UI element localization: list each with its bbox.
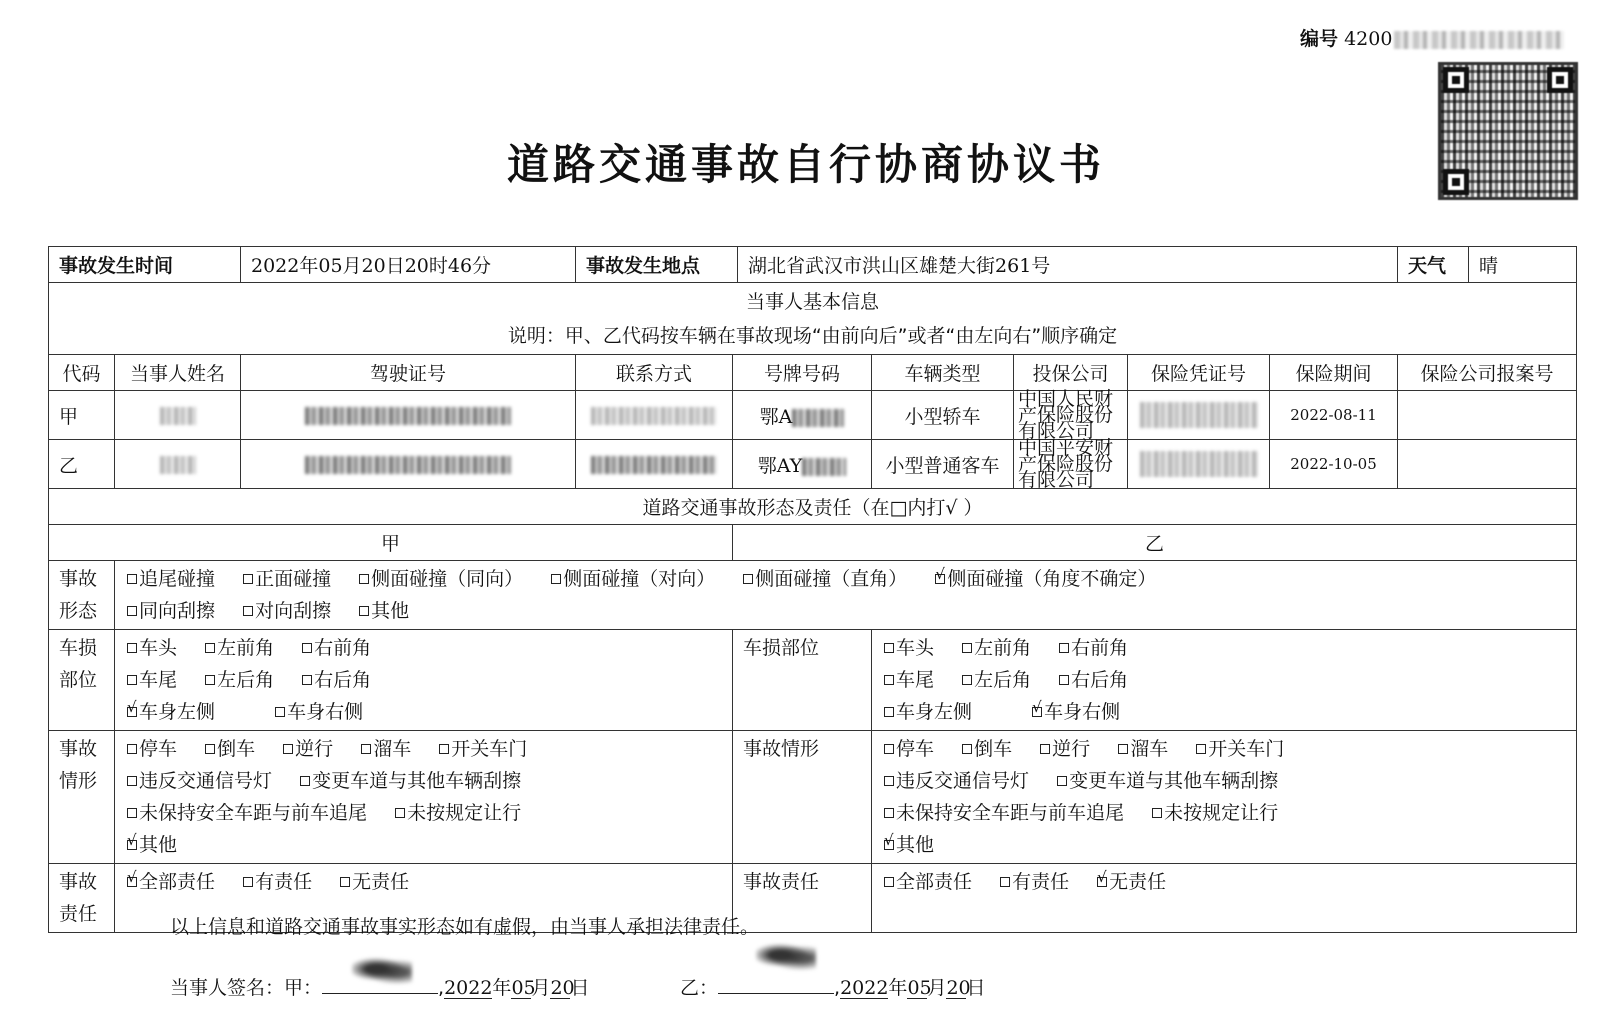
checkbox-icon	[884, 808, 894, 818]
accident-meta-row	[49, 247, 1577, 283]
time-value: 2022年05月20日20时46分	[241, 247, 576, 283]
serial-value: 4200	[1344, 28, 1393, 50]
signature-line-a[interactable]	[322, 972, 438, 994]
checkbox-icon	[127, 643, 137, 653]
option-rolling[interactable]: 溜车	[1118, 733, 1168, 765]
checked-checkbox-icon	[127, 877, 137, 887]
checked-checkbox-icon	[127, 707, 137, 717]
option-other[interactable]: 其他	[359, 595, 409, 627]
legal-statement: 以上信息和道路交通事故事实形态如有虚假，由当事人承担法律责任。	[170, 916, 760, 938]
party-row-b	[49, 440, 1577, 489]
option-door[interactable]: 开关车门	[1196, 733, 1284, 765]
option-rear-end[interactable]: 追尾碰撞	[127, 563, 215, 595]
agreement-table	[48, 246, 1577, 933]
checkbox-icon	[1118, 744, 1128, 754]
col-insurer: 投保公司	[1014, 355, 1128, 391]
checkbox-icon	[275, 707, 285, 717]
checkbox-icon	[884, 744, 894, 754]
checkbox-icon	[302, 675, 312, 685]
policy-redacted	[1140, 451, 1258, 477]
vehicle-type: 小型轿车	[872, 391, 1014, 440]
month-b: 05	[907, 977, 932, 999]
weather-value: 晴	[1469, 247, 1577, 283]
insurance-period: 2022-10-05	[1270, 440, 1398, 489]
option-following-distance[interactable]: 未保持安全车距与前车追尾	[127, 797, 367, 829]
option-rolling[interactable]: 溜车	[361, 733, 411, 765]
party-b-sign-label: 乙：	[680, 977, 719, 999]
damage-options-a	[115, 630, 733, 731]
situation-label-b: 事故情形	[733, 731, 872, 864]
checkbox-icon	[439, 744, 449, 754]
liability-heading-row	[49, 489, 1577, 525]
option-rear-left[interactable]: 左后角	[962, 664, 1031, 696]
option-lane-change[interactable]: 变更车道与其他车辆刮擦	[1057, 765, 1278, 797]
situation-options-a	[115, 731, 733, 864]
claim-no	[1398, 440, 1577, 489]
serial-number	[1300, 24, 1564, 51]
option-parking[interactable]: 停车	[884, 733, 934, 765]
option-side-right-angle[interactable]: 侧面碰撞（直角）	[743, 563, 907, 595]
col-contact: 联系方式	[576, 355, 733, 391]
checkbox-icon	[1059, 675, 1069, 685]
option-signal-violation[interactable]: 违反交通信号灯	[884, 765, 1029, 797]
checkbox-icon	[884, 707, 894, 717]
weather-label: 天气	[1398, 247, 1469, 283]
option-front-right[interactable]: 右前角	[302, 632, 371, 664]
signature-b: 乙： ,2022年05月20日	[680, 972, 985, 1000]
checkbox-icon	[205, 643, 215, 653]
accident-form-row	[49, 561, 1577, 630]
option-front-left[interactable]: 左前角	[205, 632, 274, 664]
form-label: 事故形态	[49, 561, 115, 630]
damage-row	[49, 630, 1577, 731]
option-rear-left[interactable]: 左后角	[205, 664, 274, 696]
checkbox-icon	[359, 574, 369, 584]
checkbox-icon	[127, 744, 137, 754]
form-options	[115, 561, 1577, 630]
col-code: 代码	[49, 355, 115, 391]
checkbox-icon	[884, 776, 894, 786]
option-right-side[interactable]: 车身右侧	[275, 696, 363, 728]
policy-redacted	[1140, 402, 1258, 428]
option-rear[interactable]: 车尾	[884, 664, 934, 696]
damage-label-a: 车损部位	[49, 630, 115, 731]
checkbox-icon	[1152, 808, 1162, 818]
checked-checkbox-icon	[935, 574, 945, 584]
month-a: 05	[511, 977, 536, 999]
party-split-row	[49, 525, 1577, 561]
party-code: 甲	[49, 391, 115, 440]
place-label: 事故发生地点	[576, 247, 738, 283]
option-side-uncertain[interactable]: √ 侧面碰撞（角度不确定）	[935, 563, 1156, 595]
signature-mark-b	[756, 940, 816, 970]
option-other[interactable]: √其他	[127, 829, 177, 861]
option-failure-to-yield[interactable]: 未按规定让行	[1152, 797, 1278, 829]
serial-redacted	[1394, 31, 1564, 49]
liability-heading: 道路交通事故形态及责任（在□内打√ ）	[49, 489, 1577, 525]
option-rear-right[interactable]: 右后角	[302, 664, 371, 696]
option-rear[interactable]: 车尾	[127, 664, 177, 696]
plate-value: 鄂A	[759, 405, 793, 428]
checkbox-icon	[1059, 643, 1069, 653]
option-reversing[interactable]: 倒车	[962, 733, 1012, 765]
checkbox-icon	[743, 574, 753, 584]
checkbox-icon	[1196, 744, 1206, 754]
checkbox-icon	[962, 675, 972, 685]
signature-mark-a	[352, 954, 412, 984]
checkbox-icon	[127, 606, 137, 616]
signature-line-b[interactable]	[718, 972, 834, 994]
party-code: 乙	[49, 440, 115, 489]
checkbox-icon	[962, 643, 972, 653]
option-scrape-same[interactable]: 同向刮擦	[127, 595, 215, 627]
license-redacted	[305, 407, 511, 425]
col-policy-no: 保险凭证号	[1128, 355, 1270, 391]
checkbox-icon	[884, 643, 894, 653]
checkbox-icon	[551, 574, 561, 584]
day-b: 20	[946, 977, 971, 999]
option-front-left[interactable]: 左前角	[962, 632, 1031, 664]
contact-redacted	[591, 407, 717, 425]
checked-checkbox-icon	[1032, 707, 1042, 717]
col-vehicle-type: 车辆类型	[872, 355, 1014, 391]
checkbox-icon	[283, 744, 293, 754]
option-front-right[interactable]: 右前角	[1059, 632, 1128, 664]
option-parking[interactable]: 停车	[127, 733, 177, 765]
option-partial-liability[interactable]: 有责任	[243, 866, 312, 898]
resp-label-b: 事故责任	[733, 864, 872, 933]
option-reversing[interactable]: 倒车	[205, 733, 255, 765]
option-side-opposite[interactable]: 侧面碰撞（对向）	[551, 563, 715, 595]
year-b: 2022	[840, 977, 889, 999]
option-partial-liability[interactable]: 有责任	[1000, 866, 1069, 898]
serial-label: 编号	[1300, 28, 1339, 50]
day-a: 20	[550, 977, 575, 999]
plate-redacted	[792, 409, 844, 427]
option-right-side[interactable]: √ 车身右侧	[1032, 696, 1120, 728]
plate-value: 鄂AY	[757, 454, 803, 477]
checkbox-icon	[127, 675, 137, 685]
col-name: 当事人姓名	[115, 355, 241, 391]
checkbox-icon	[243, 574, 253, 584]
checkbox-icon	[205, 675, 215, 685]
option-left-side[interactable]: √车身左侧	[127, 696, 215, 728]
situation-label-a: 事故情形	[49, 731, 115, 864]
time-label: 事故发生时间	[49, 247, 241, 283]
checkbox-icon	[127, 574, 137, 584]
name-redacted	[160, 407, 196, 425]
option-door[interactable]: 开关车门	[439, 733, 527, 765]
option-failure-to-yield[interactable]: 未按规定让行	[395, 797, 521, 829]
party-info-heading-row	[49, 283, 1577, 355]
insurance-period: 2022-08-11	[1270, 391, 1398, 440]
license-redacted	[305, 456, 511, 474]
party-info-note: 说明：甲、乙代码按车辆在事故现场“由前向后”或者“由左向右”顺序确定	[507, 324, 1118, 347]
damage-options-b	[872, 630, 1577, 731]
option-front[interactable]: 车头	[884, 632, 934, 664]
party-b-heading: 乙	[733, 525, 1577, 561]
checkbox-icon	[1040, 744, 1050, 754]
col-period: 保险期间	[1270, 355, 1398, 391]
option-wrong-way[interactable]: 逆行	[283, 733, 333, 765]
option-full-liability[interactable]: √全部责任	[127, 866, 215, 898]
col-plate: 号牌号码	[733, 355, 872, 391]
option-head-on[interactable]: 正面碰撞	[243, 563, 331, 595]
name-redacted	[160, 456, 196, 474]
checkbox-icon	[1057, 776, 1067, 786]
insurer: 中国平安财产保险股份有限公司	[1014, 440, 1128, 489]
year-a: 2022	[444, 977, 493, 999]
option-no-liability[interactable]: √ 无责任	[1097, 866, 1166, 898]
party-row-a	[49, 391, 1577, 440]
option-signal-violation[interactable]: 违反交通信号灯	[127, 765, 272, 797]
col-license: 驾驶证号	[241, 355, 576, 391]
signature-a: 当事人签名：甲： ,2022年05月20日	[170, 972, 589, 1000]
resp-options-b	[872, 864, 1577, 933]
option-lane-change[interactable]: 变更车道与其他车辆刮擦	[300, 765, 521, 797]
damage-label-b: 车损部位	[733, 630, 872, 731]
document-title: 道路交通事故自行协商协议书	[506, 140, 1105, 189]
option-left-side[interactable]: 车身左侧	[884, 696, 972, 728]
sign-label: 当事人签名：甲：	[170, 977, 323, 999]
option-wrong-way[interactable]: 逆行	[1040, 733, 1090, 765]
option-no-liability[interactable]: 无责任	[340, 866, 409, 898]
checkbox-icon	[127, 808, 137, 818]
checkbox-icon	[361, 744, 371, 754]
option-scrape-opposite[interactable]: 对向刮擦	[243, 595, 331, 627]
checked-checkbox-icon	[884, 840, 894, 850]
plate-redacted	[802, 458, 846, 476]
checkbox-icon	[395, 808, 405, 818]
checked-checkbox-icon	[127, 840, 137, 850]
party-columns-row	[49, 355, 1577, 391]
checkbox-icon	[205, 744, 215, 754]
insurer: 中国人民财产保险股份有限公司	[1014, 391, 1128, 440]
option-other[interactable]: √其他	[884, 829, 934, 861]
option-front[interactable]: 车头	[127, 632, 177, 664]
checkbox-icon	[127, 776, 137, 786]
party-info-heading: 当事人基本信息	[746, 290, 880, 313]
party-a-heading: 甲	[49, 525, 733, 561]
option-rear-right[interactable]: 右后角	[1059, 664, 1128, 696]
checked-checkbox-icon	[1097, 877, 1107, 887]
contact-redacted	[591, 456, 717, 474]
place-value: 湖北省武汉市洪山区雄楚大街261号	[738, 247, 1398, 283]
checkbox-icon	[243, 606, 253, 616]
checkbox-icon	[359, 606, 369, 616]
option-following-distance[interactable]: 未保持安全车距与前车追尾	[884, 797, 1124, 829]
claim-no	[1398, 391, 1577, 440]
situation-row	[49, 731, 1577, 864]
checkbox-icon	[884, 877, 894, 887]
checkbox-icon	[340, 877, 350, 887]
checkbox-icon	[302, 643, 312, 653]
checkbox-icon	[962, 744, 972, 754]
vehicle-type: 小型普通客车	[872, 440, 1014, 489]
checkbox-icon	[300, 776, 310, 786]
col-claim-no: 保险公司报案号	[1398, 355, 1577, 391]
checkbox-icon	[1000, 877, 1010, 887]
resp-label-a: 事故责任	[49, 864, 115, 933]
option-full-liability[interactable]: 全部责任	[884, 866, 972, 898]
option-side-same[interactable]: 侧面碰撞（同向）	[359, 563, 523, 595]
checkbox-icon	[243, 877, 253, 887]
checkbox-icon	[884, 675, 894, 685]
situation-options-b	[872, 731, 1577, 864]
